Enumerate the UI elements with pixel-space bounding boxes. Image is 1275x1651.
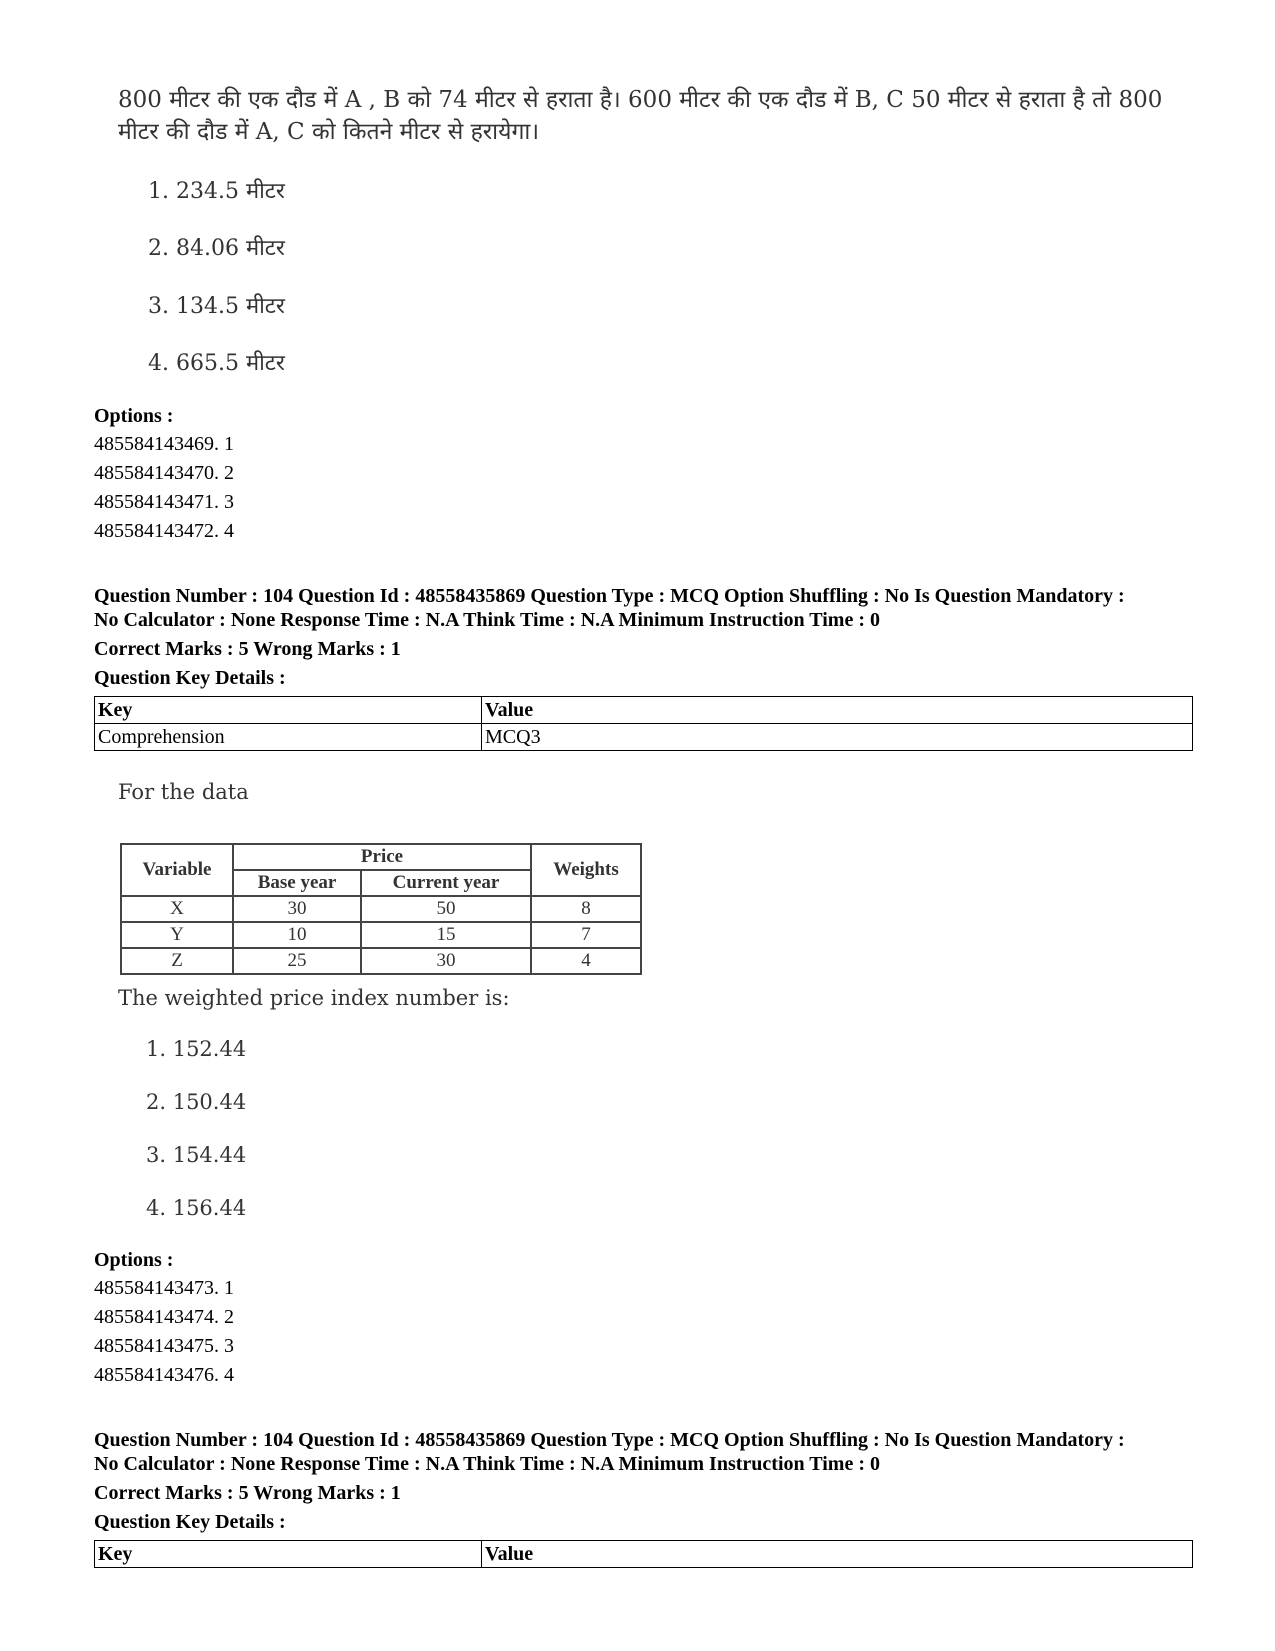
marks-line: Correct Marks : 5 Wrong Marks : 1 <box>94 638 401 660</box>
question-prompt: The weighted price index number is: <box>118 986 510 1010</box>
key-details-label: Question Key Details : <box>94 667 286 689</box>
key-header-cell: Key <box>95 697 482 724</box>
options-label: Options : <box>94 1249 174 1271</box>
key-details-table <box>94 696 1193 751</box>
question-meta-line-2: No Calculator : None Response Time : N.A Think Time : N.A Minimum Instruction Time : 0 <box>94 1453 880 1475</box>
question-text-hindi: 800 मीटर की एक दौड में A , B को 74 मीटर से हराता है। 600 मीटर की एक दौड में B, C 50 मीटर से हराता है तो 800 मीटर की दौड में A, C को कितने मीटर से हरायेगा। <box>118 87 1163 145</box>
option-id-4: 485584143476. 4 <box>94 1364 234 1386</box>
value-header-cell: Value <box>482 697 1193 724</box>
variable-cell: Z <box>121 948 233 974</box>
choice-4: 4. 156.44 <box>146 1196 247 1220</box>
price-table-row <box>121 922 641 948</box>
option-id-1: 485584143473. 1 <box>94 1277 234 1299</box>
choice-1: 1. 152.44 <box>146 1037 247 1061</box>
option-id-4: 485584143472. 4 <box>94 520 234 542</box>
weight-cell: 8 <box>531 896 641 922</box>
current-year-cell: 30 <box>361 948 531 974</box>
variable-header: Variable <box>121 844 233 896</box>
choice-4: 4. 665.5 मीटर <box>148 351 285 376</box>
key-cell: Comprehension <box>95 724 482 751</box>
weights-header: Weights <box>531 844 641 896</box>
base-year-cell: 10 <box>233 922 361 948</box>
value-header-cell: Value <box>482 1541 1193 1568</box>
marks-line: Correct Marks : 5 Wrong Marks : 1 <box>94 1482 401 1504</box>
option-id-2: 485584143474. 2 <box>94 1306 234 1328</box>
key-details-table <box>94 1540 1193 1568</box>
base-year-header: Base year <box>233 870 361 896</box>
key-table-row <box>95 724 1193 751</box>
choice-2: 2. 150.44 <box>146 1090 247 1114</box>
options-label: Options : <box>94 405 174 427</box>
variable-cell: Y <box>121 922 233 948</box>
key-table-header-row <box>95 697 1193 724</box>
base-year-cell: 25 <box>233 948 361 974</box>
current-year-header: Current year <box>361 870 531 896</box>
key-details-label: Question Key Details : <box>94 1511 286 1533</box>
value-cell: MCQ3 <box>482 724 1193 751</box>
weight-cell: 7 <box>531 922 641 948</box>
variable-cell: X <box>121 896 233 922</box>
current-year-cell: 15 <box>361 922 531 948</box>
price-table-row <box>121 948 641 974</box>
base-year-cell: 30 <box>233 896 361 922</box>
choice-3: 3. 154.44 <box>146 1143 247 1167</box>
price-header: Price <box>233 844 531 870</box>
question-meta-line-1: Question Number : 104 Question Id : 48558435869 Question Type : MCQ Option Shuffling : No Is Question Mandatory : <box>94 585 1125 607</box>
option-id-1: 485584143469. 1 <box>94 433 234 455</box>
option-id-2: 485584143470. 2 <box>94 462 234 484</box>
price-data-table <box>120 843 642 975</box>
choice-2: 2. 84.06 मीटर <box>148 236 285 261</box>
question-meta-line-2: No Calculator : None Response Time : N.A Think Time : N.A Minimum Instruction Time : 0 <box>94 609 880 631</box>
key-header-cell: Key <box>95 1541 482 1568</box>
current-year-cell: 50 <box>361 896 531 922</box>
price-table-header-row-1 <box>121 844 641 870</box>
question-meta-line-1: Question Number : 104 Question Id : 48558435869 Question Type : MCQ Option Shuffling : No Is Question Mandatory : <box>94 1429 1125 1451</box>
question-intro: For the data <box>118 780 249 804</box>
choice-3: 3. 134.5 मीटर <box>148 294 285 319</box>
choice-1: 1. 234.5 मीटर <box>148 179 285 204</box>
weight-cell: 4 <box>531 948 641 974</box>
option-id-3: 485584143471. 3 <box>94 491 234 513</box>
key-table-header-row <box>95 1541 1193 1568</box>
price-table-row <box>121 896 641 922</box>
option-id-3: 485584143475. 3 <box>94 1335 234 1357</box>
